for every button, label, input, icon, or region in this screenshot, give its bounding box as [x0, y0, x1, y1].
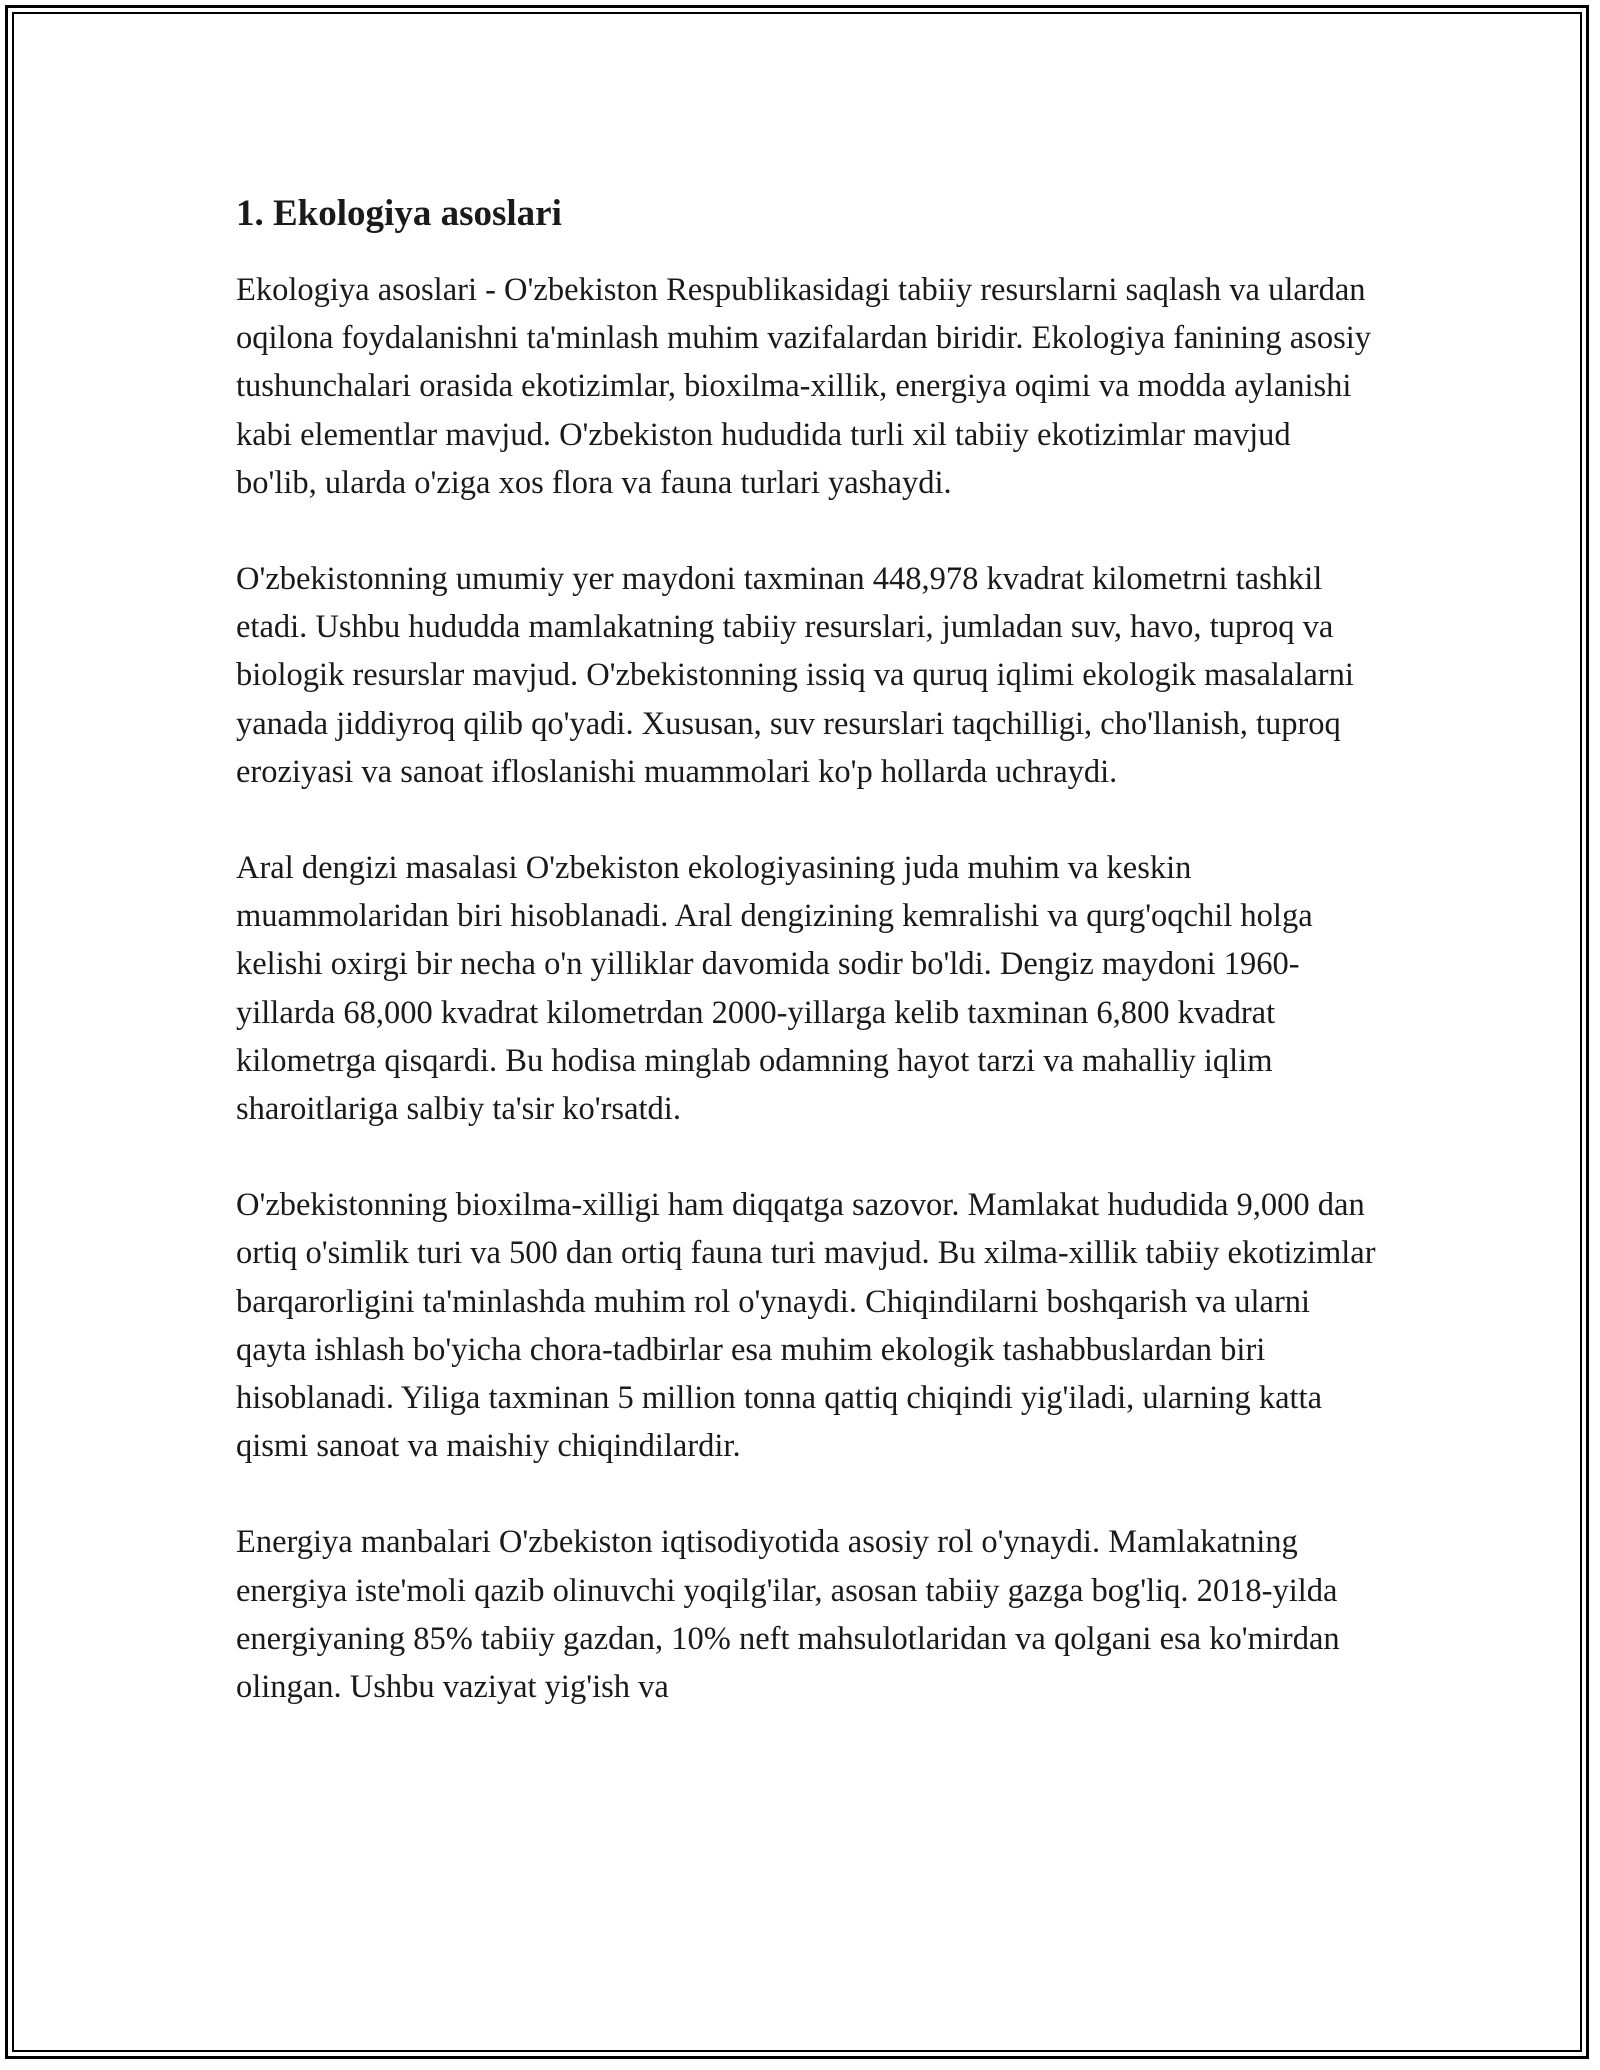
document-body [236, 188, 1376, 1759]
paragraph-aral-sea: Aral dengizi masalasi O'zbekiston ekologiyasining juda muhim va keskin muammolaridan biri hisoblanadi. Aral dengizining kemralishi va qurg'oqchil holga kelishi oxirgi bir necha o'n yilliklar davomida sodir bo'ldi. Dengiz maydoni 1960-yillarda 68,000 kvadrat kilometrdan 2000-yillarga kelib taxminan 6,800 kvadrat kilometrga qisqardi. Bu hodisa minglab odamning hayot tarzi va mahalliy iqlim sharoitlariga salbiy ta'sir ko'rsatdi. [236, 850, 1313, 1128]
paragraph-land-area: O'zbekistonning umumiy yer maydoni taxminan 448,978 kvadrat kilometrni tashkil etadi. Ushbu hududda mamlakatning tabiiy resurslari, jumladan suv, havo, tuproq va biologik resurslar mavjud. O'zbekistonning issiq va quruq iqlimi ekologik masalalarni yanada jiddiyroq qilib qo'yadi. Xususan, suv resurslari taqchilligi, cho'llanish, tuproq eroziyasi va sanoat ifloslanishi muammolari ko'p hollarda uchraydi. [236, 561, 1354, 790]
section-heading: 1. Ekologiya asoslari [236, 193, 562, 234]
paragraph-biodiversity: O'zbekistonning bioxilma-xilligi ham diqqatga sazovor. Mamlakat hududida 9,000 dan ortiq o'simlik turi va 500 dan ortiq fauna turi mavjud. Bu xilma-xillik tabiiy ekotizimlar barqarorligini ta'minlashda muhim rol o'ynaydi. Chiqindilarni boshqarish va ularni qayta ishlash bo'yicha chora-tadbirlar esa muhim ekologik tashabbuslardan biri hisoblanadi. Yiliga taxminan 5 million tonna qattiq chiqindi yig'iladi, ularning katta qismi sanoat va maishiy chiqindilardir. [236, 1187, 1376, 1465]
paragraph-ecology-basics: Ekologiya asoslari - O'zbekiston Respublikasidagi tabiiy resurslarni saqlash va ulardan oqilona foydalanishni ta'minlash muhim vazifalardan biridir. Ekologiya fanining asosiy tushunchalari orasida ekotizimlar, bioxilma-xillik, energiya oqimi va modda aylanishi kabi elementlar mavjud. O'zbekiston hududida turli xil tabiiy ekotizimlar mavjud bo'lib, ularda o'ziga xos flora va fauna turlari yashaydi. [236, 272, 1371, 501]
paragraph-energy: Energiya manbalari O'zbekiston iqtisodiyotida asosiy rol o'ynaydi. Mamlakatning energiya iste'moli qazib olinuvchi yoqilg'ilar, asosan tabiiy gazga bog'liq. 2018-yilda energiyaning 85% tabiiy gazdan, 10% neft mahsulotlaridan va qolgani esa ko'mirdan olingan. Ushbu vaziyat yig'ish va [236, 1524, 1340, 1706]
